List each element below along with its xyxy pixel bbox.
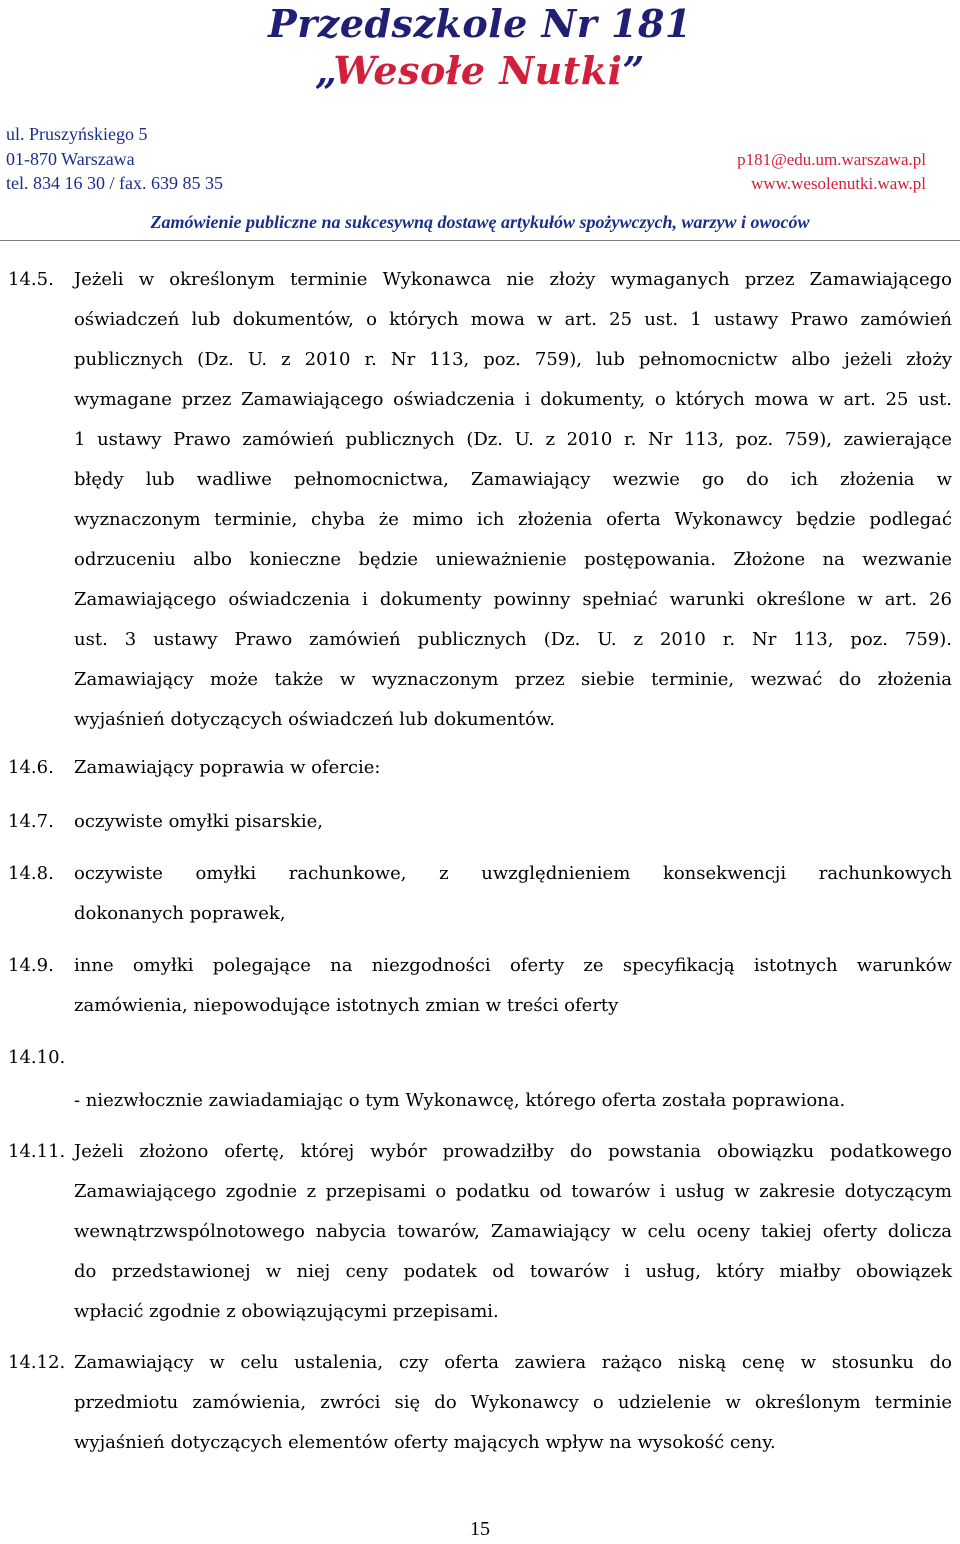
text-line: 1 ustawy Prawo zamówień publicznych (Dz. U. z 2010 r. Nr 113, poz. 759), zawierające	[74, 429, 952, 450]
text-line: Zamawiający w celu ustalenia, czy oferta zawiera rażąco niską cenę w stosunku do	[74, 1352, 952, 1373]
text-line: inne omyłki polegające na niezgodności oferty ze specyfikacją istotnych warunków	[74, 955, 952, 976]
text-line: wyznaczonym terminie, chyba że mimo ich złożenia oferta Wykonawcy będzie podlegać	[74, 509, 952, 530]
text-line: Zamawiający poprawia w ofercie:	[74, 757, 381, 778]
section-number-14-12: 14.12.	[8, 1352, 66, 1373]
section-14-7-text	[74, 802, 952, 842]
school-nickname-text: Wesołe Nutki	[333, 48, 623, 93]
text-line: Zamawiającego zgodnie z przepisami o podatku od towarów i usług w zakresie dotyczącym	[74, 1181, 952, 1202]
text-line: oświadczeń lub dokumentów, o których mowa w art. 25 ust. 1 ustawy Prawo zamówień	[74, 309, 952, 330]
closing-quote: ”	[622, 48, 645, 93]
page-number: 15	[470, 1518, 490, 1540]
text-line: ust. 3 ustawy Prawo zamówień publicznych (Dz. U. z 2010 r. Nr 113, poz. 759).	[74, 629, 952, 650]
text-line: wymagane przez Zamawiającego oświadczenia i dokumenty, o których mowa w art. 25 ust.	[74, 389, 952, 410]
section-14-10-text	[74, 1081, 952, 1121]
school-nickname	[0, 48, 960, 94]
section-number-14-7: 14.7.	[8, 811, 54, 832]
section-number-14-10: 14.10.	[8, 1047, 66, 1068]
section-number-14-11: 14.11.	[8, 1141, 66, 1162]
text-line: wewnątrzwspólnotowego nabycia towarów, Zamawiający w celu oceny takiej oferty dolicza	[74, 1221, 952, 1242]
tender-title: Zamówienie publiczne na sukcesywną dostawę artykułów spożywczych, warzyw i owoców	[150, 212, 810, 232]
text-line: publicznych (Dz. U. z 2010 r. Nr 113, poz. 759), lub pełnomocnictw albo jeżeli złoży	[74, 349, 952, 370]
section-14-12-text	[74, 1343, 952, 1463]
section-number-14-8: 14.8.	[8, 863, 54, 884]
text-line: do przedstawionej w niej ceny podatek od towarów i usług, który miałby obowiązek	[74, 1261, 952, 1282]
header-divider	[0, 240, 960, 241]
opening-quote: „	[315, 48, 334, 93]
text-line: dokonanych poprawek,	[74, 903, 286, 924]
text-line: oczywiste omyłki rachunkowe, z uwzględnieniem konsekwencji rachunkowych	[74, 863, 952, 884]
text-line: Jeżeli w określonym terminie Wykonawca nie złoży wymaganych przez Zamawiającego	[74, 269, 952, 290]
text-line: błędy lub wadliwe pełnomocnictwa, Zamawiający wezwie go do ich złożenia w	[74, 469, 952, 490]
section-14-9-text	[74, 946, 952, 1026]
text-line: Jeżeli złożono ofertę, której wybór prowadziłby do powstania obowiązku podatkowego	[74, 1141, 952, 1162]
text-line: zamówienia, niepowodujące istotnych zmian w treści oferty	[74, 995, 619, 1016]
section-number-14-9: 14.9.	[8, 955, 54, 976]
text-line: oczywiste omyłki pisarskie,	[74, 811, 324, 832]
school-name-title: Przedszkole Nr 181	[268, 1, 692, 46]
text-line: Zamawiającego oświadczenia i dokumenty powinny spełniać warunki określone w art. 26	[74, 589, 952, 610]
address-city: 01-870 Warszawa	[6, 149, 135, 169]
text-line: wpłacić zgodnie z obowiązującymi przepisami.	[74, 1301, 499, 1322]
section-14-5-text	[74, 260, 952, 740]
section-number-14-6: 14.6.	[8, 757, 54, 778]
text-line: przedmiotu zamówienia, zwróci się do Wykonawcy o udzielenie w określonym terminie	[74, 1392, 952, 1413]
section-number-14-5: 14.5.	[8, 269, 54, 290]
text-line: wyjaśnień dotyczących oświadczeń lub dokumentów.	[74, 709, 555, 730]
section-14-11-text	[74, 1132, 952, 1332]
phone-fax: tel. 834 16 30 / fax. 639 85 35	[6, 173, 223, 193]
text-line: Zamawiający może także w wyznaczonym przez siebie terminie, wezwać do złożenia	[74, 669, 952, 690]
text-line: - niezwłocznie zawiadamiając o tym Wykonawcę, którego oferta została poprawiona.	[74, 1090, 846, 1111]
email-link[interactable]: p181@edu.um.warszawa.pl	[737, 150, 926, 169]
text-line: odrzuceniu albo konieczne będzie unieważnienie postępowania. Złożone na wezwanie	[74, 549, 952, 570]
text-line: wyjaśnień dotyczących elementów oferty mających wpływ na wysokość ceny.	[74, 1432, 776, 1453]
address-street: ul. Pruszyńskiego 5	[6, 124, 148, 144]
section-14-6-text	[74, 748, 952, 788]
section-14-8-text	[74, 854, 952, 934]
website-link[interactable]: www.wesolenutki.waw.pl	[751, 174, 926, 193]
